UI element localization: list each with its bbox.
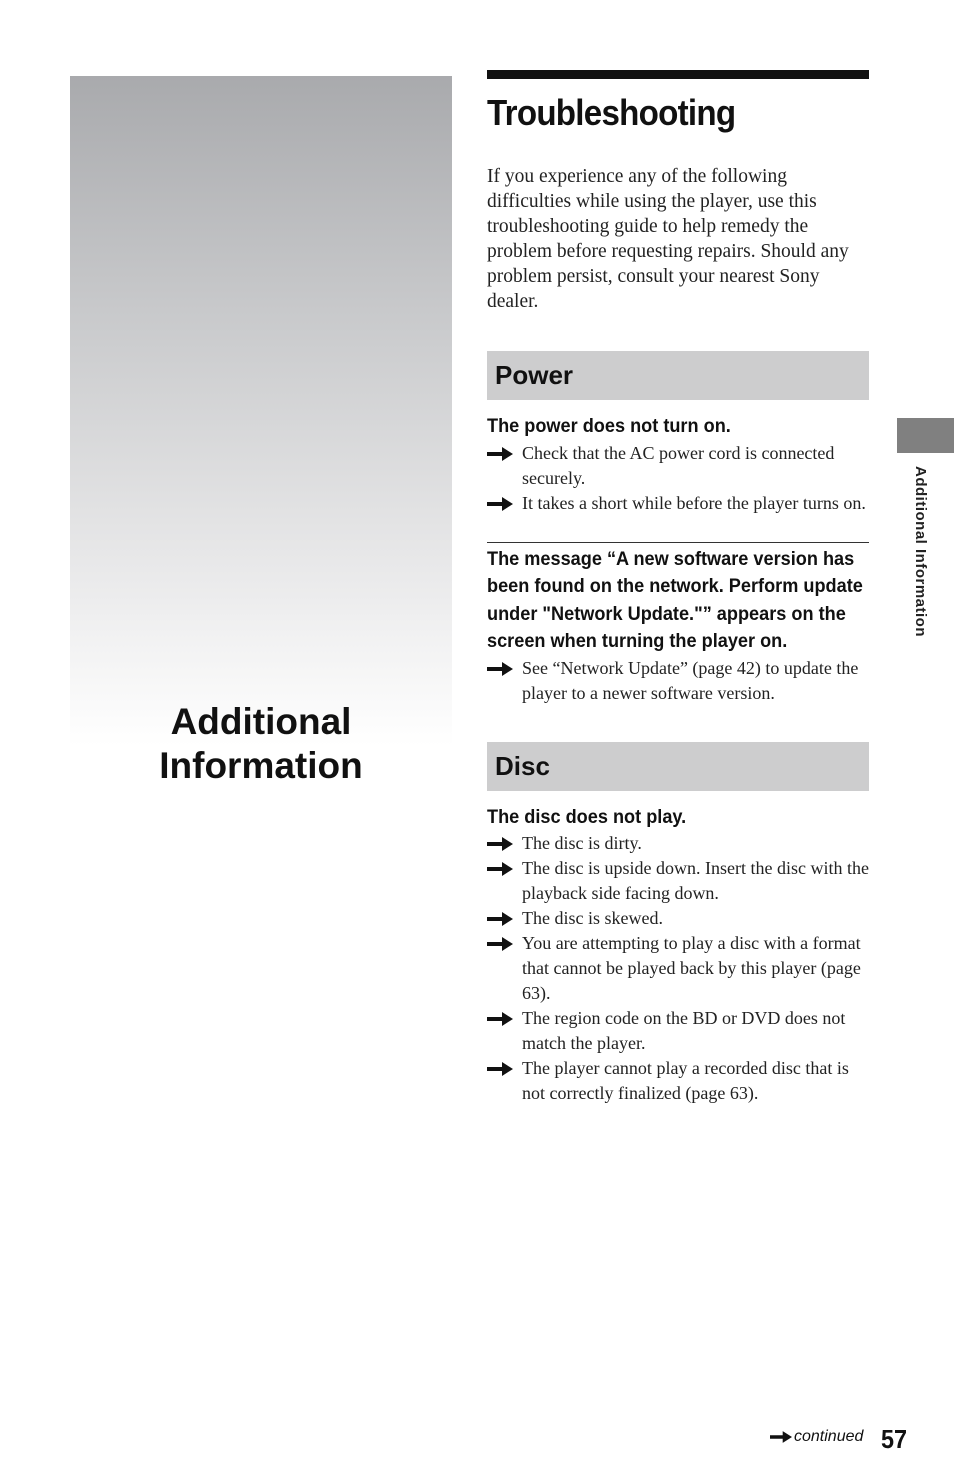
side-tab-label: Additional Information	[912, 466, 929, 637]
side-tab	[897, 418, 954, 453]
page-title: Troubleshooting	[487, 92, 736, 133]
continued-indicator	[770, 1428, 863, 1446]
list-item-text: The region code on the BD or DVD does not match the player.	[522, 1008, 846, 1053]
arrow-right-icon	[487, 837, 513, 851]
list-item-text: The player cannot play a recorded disc that is not correctly finalized (page 63).	[522, 1058, 849, 1103]
problem-title: The message “A new software version has been found on the network. Perform update under "Network Update."” appears on the screen when turning the player on.	[487, 547, 863, 652]
intro-paragraph: If you experience any of the following difficulties while using the player, use this troubleshooting guide to help remedy the problem before requesting repairs. Should any problem persist, consult your nearest Sony dealer.	[487, 166, 849, 312]
list-item	[487, 1006, 869, 1056]
list-item	[487, 1056, 869, 1106]
arrow-right-icon	[487, 497, 513, 511]
arrow-right-icon	[487, 912, 513, 926]
list-item-text: It takes a short while before the player turns on.	[522, 492, 866, 513]
chapter-title-line1: Additional	[170, 701, 352, 742]
chapter-title-line2: Information	[159, 745, 363, 786]
section-header-power: Power	[487, 351, 869, 400]
chapter-title	[70, 700, 452, 788]
page-number: 57	[881, 1424, 908, 1454]
list-item	[487, 441, 869, 491]
title-rule	[487, 70, 869, 79]
arrow-right-icon	[487, 1012, 513, 1026]
list-item-text: The disc is dirty.	[522, 833, 642, 853]
section-header-disc: Disc	[487, 742, 869, 791]
continued-label: continued	[794, 1428, 864, 1445]
list-item-text: You are attempting to play a disc with a format that cannot be played back by this player (page 63).	[522, 933, 861, 1003]
arrow-right-icon	[487, 662, 513, 676]
chapter-panel	[70, 76, 452, 746]
arrow-right-icon	[487, 862, 513, 876]
arrow-right-icon	[487, 1062, 513, 1076]
list-item-text: Check that the AC power cord is connected securely.	[522, 442, 835, 488]
list-item	[487, 856, 869, 906]
list-item	[487, 656, 869, 706]
list-item	[487, 831, 869, 856]
arrow-right-icon	[770, 1431, 792, 1443]
list-item	[487, 906, 869, 931]
list-item-text: The disc is upside down. Insert the disc with the playback side facing down.	[522, 858, 869, 903]
arrow-right-icon	[487, 447, 513, 461]
arrow-right-icon	[487, 937, 513, 951]
main-column	[487, 70, 869, 1106]
problem-title: The power does not turn on.	[487, 415, 731, 437]
list-item	[487, 931, 869, 1006]
list-item-text: The disc is skewed.	[522, 908, 663, 928]
list-item	[487, 491, 869, 516]
list-item-text: See “Network Update” (page 42) to update the player to a newer software version.	[522, 657, 859, 703]
problem-title: The disc does not play.	[487, 805, 687, 828]
